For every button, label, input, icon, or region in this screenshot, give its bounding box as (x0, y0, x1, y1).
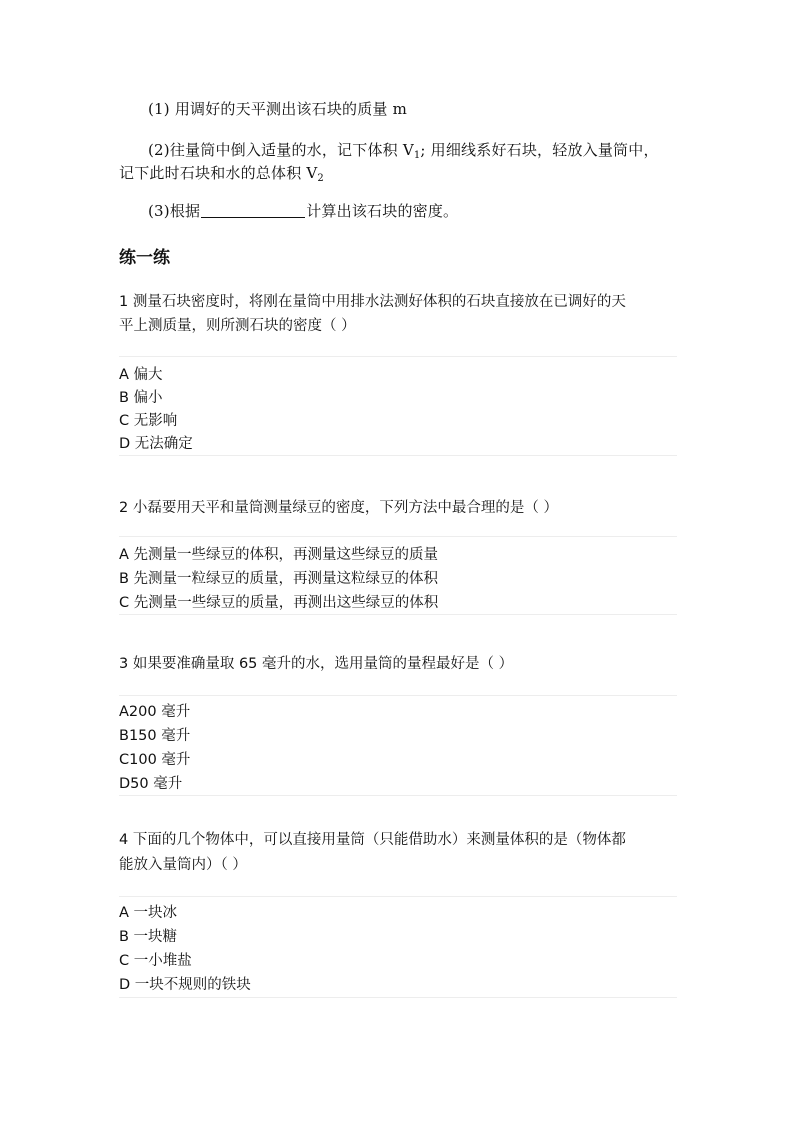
question-2-stem: 2 小磊要用天平和量筒测量绿豆的密度，下列方法中最合理的是（ ） (119, 500, 558, 516)
step-3-text-a: (3)根据 (148, 202, 201, 220)
step-2-sub-2: 2 (317, 173, 324, 184)
step-2-line-1 (148, 139, 659, 161)
step-2-sub-1: 1 (413, 150, 421, 161)
divider (119, 896, 677, 897)
divider (119, 455, 677, 456)
question-1-option-d: D 无法确定 (119, 436, 193, 452)
question-4-option-b: B 一块糖 (119, 929, 178, 945)
step-3 (148, 200, 458, 221)
step-2-line-2 (119, 162, 324, 184)
step-2-text-a: (2)往量筒中倒入适量的水，记下体积 V (148, 141, 414, 159)
question-3-option-c: C100 毫升 (119, 752, 191, 768)
question-4-option-a: A 一块冰 (119, 905, 178, 921)
step-2-text-b: ; 用细线系好石块，轻放入量筒中， (420, 141, 659, 159)
question-3-stem: 3 如果要准确量取 65 毫升的水，选用量筒的量程最好是（ ） (119, 656, 514, 672)
divider (119, 795, 677, 796)
question-3-option-a: A200 毫升 (119, 704, 191, 720)
question-3-option-d: D50 毫升 (119, 776, 183, 792)
question-1-option-c: C 无影响 (119, 413, 178, 429)
divider (119, 536, 677, 537)
divider (119, 695, 677, 696)
question-1-option-a: A 偏大 (119, 367, 163, 383)
question-2-option-b: B 先测量一粒绿豆的质量，再测量这粒绿豆的体积 (119, 571, 439, 587)
question-1-stem-line-2: 平上测质量，则所测石块的密度（ ） (119, 318, 356, 334)
question-4-option-d: D 一块不规则的铁块 (119, 977, 251, 993)
section-heading: 练一练 (119, 248, 170, 268)
question-4-option-c: C 一小堆盐 (119, 953, 192, 969)
question-4-stem-line-1: 4 下面的几个物体中，可以直接用量筒（只能借助水）来测量体积的是（物体都 (119, 832, 626, 848)
step-2-text-c: 记下此时石块和水的总体积 V (119, 164, 318, 182)
divider (119, 997, 677, 998)
question-3-option-b: B150 毫升 (119, 728, 191, 744)
step-3-text-b: 计算出该石块的密度。 (306, 202, 459, 220)
step-1: (1) 用调好的天平测出该石块的质量 m (148, 100, 408, 118)
question-2-option-c: C 先测量一些绿豆的质量，再测出这些绿豆的体积 (119, 595, 439, 611)
divider (119, 356, 677, 357)
question-2-option-a: A 先测量一些绿豆的体积，再测量这些绿豆的质量 (119, 547, 439, 563)
question-1-option-b: B 偏小 (119, 390, 163, 406)
question-4-stem-line-2: 能放入量筒内）（ ） (119, 857, 247, 873)
question-1-stem-line-1: 1 测量石块密度时，将刚在量筒中用排水法测好体积的石块直接放在已调好的天 (119, 294, 626, 310)
divider (119, 614, 677, 615)
answer-blank (201, 203, 305, 218)
